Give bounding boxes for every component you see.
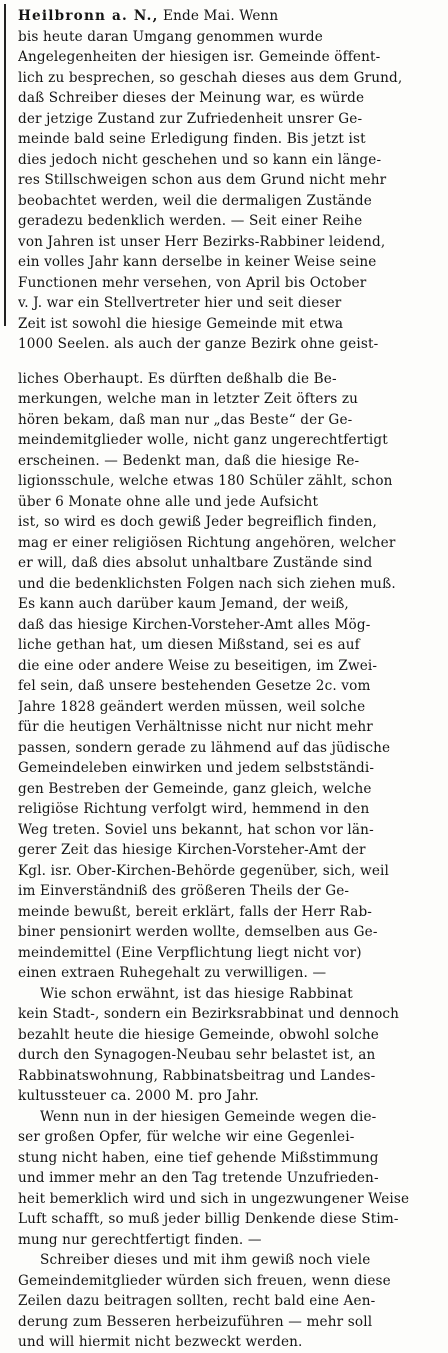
text-line: Es kann auch darüber kaum Jemand, der weiß,	[18, 596, 349, 612]
text-line: geradezu bedenklich werden. — Seit einer Reihe	[18, 213, 363, 229]
text-line: Jahre 1828 geändert werden müssen, weil solche	[18, 698, 366, 715]
text-line: dies jedoch nicht geschehen und so kann ein länge-	[18, 151, 382, 168]
text-line: Zeilen dazu beitragen sollten, recht bald eine Aen-	[18, 1293, 376, 1309]
text-line: mung nur gerechtfertigt finden. —	[18, 1231, 262, 1248]
text-line: die eine oder andere Weise zu beseitigen, im Zwei-	[18, 657, 378, 674]
text-line: bis heute daran Umgang genommen wurde	[18, 28, 323, 45]
text-line: meinde bald seine Erledigung finden. Bis jetzt ist	[18, 131, 366, 147]
text-line: derung zum Besseren herbeizuführen — mehr soll	[18, 1313, 373, 1330]
text-line: ser großen Opfer, für welche wir eine Gegenlei-	[18, 1129, 355, 1145]
text-line: und immer mehr an den Tag tretende Unzufrieden-	[18, 1170, 379, 1186]
article-part-1	[18, 6, 442, 355]
text-line: erscheinen. — Bedenkt man, daß die hiesige Re-	[18, 452, 360, 469]
text-line: Wenn nun in der hiesigen Gemeinde wegen die-	[40, 1108, 377, 1125]
text-line: Gemeindemitglieder würden sich freuen, wenn diese	[18, 1272, 391, 1289]
text-line: v. J. war ein Stellvertreter hier und seit dieser	[18, 295, 342, 311]
text-line: kein Stadt-, sondern ein Bezirksrabbinat und dennoch	[18, 1006, 400, 1022]
column-break	[18, 355, 442, 369]
text-line: Zeit ist sowohl die hiesige Gemeinde mit etwa	[18, 315, 344, 332]
paragraph-rabbinat	[18, 984, 442, 1107]
text-line: bezahlt heute die hiesige Gemeinde, obwohl solche	[18, 1026, 379, 1043]
dateline-rest: Ende Mai. Wenn	[163, 8, 279, 24]
text-line: ein volles Jahr kann derselbe in keiner Weise seine	[18, 254, 377, 270]
text-line: und will hiermit nicht bezweckt werden.	[18, 1334, 303, 1350]
text-line: gen Bestreben der Gemeinde, ganz gleich, welche	[18, 780, 372, 797]
text-line: passen, sondern gerade zu lähmend auf das jüdische	[18, 739, 391, 756]
text-line: mag er einer religiösen Richtung angehören, welcher	[18, 534, 396, 551]
text-line: Angelegenheiten der hiesigen isr. Gemeinde öffent-	[18, 49, 381, 65]
paragraph-schluss	[18, 1250, 442, 1353]
text-line: 1000 Seelen. als auch der ganze Bezirk ohne geist-	[18, 336, 379, 352]
text-line: liches Oberhaupt. Es dürften deßhalb die Be-	[18, 370, 337, 387]
text-line: Rabbinatswohnung, Rabbinatsbeitrag und Landes-	[18, 1067, 376, 1084]
text-line: für die heutigen Verhältnisse nicht nur nicht mehr	[18, 719, 373, 735]
text-line: heit bemerklich wird und sich in ungezwungener Weise	[18, 1190, 410, 1207]
text-line: der jetzige Zustand zur Zufriedenheit unsrer Ge-	[18, 110, 363, 127]
text-line: durch den Synagogen-Neubau sehr belastet ist, an	[18, 1047, 376, 1063]
text-line: Kgl. isr. Ober-Kirchen-Behörde gegenüber, sich, weil	[18, 862, 390, 879]
text-line: religiöse Richtung verfolgt wird, hemmend in den	[18, 801, 370, 817]
text-line: Luft schafft, so muß jeder billig Denkende diese Stim-	[18, 1211, 399, 1227]
text-line: daß das hiesige Kirchen-Vorsteher-Amt alles Mög-	[18, 616, 371, 633]
text-line: meinde bewußt, bereit erklärt, falls der Herr Rab-	[18, 903, 373, 920]
text-line: lich zu besprechen, so geschah dieses aus dem Grund,	[18, 69, 403, 86]
dateline-place: Heilbronn a. N.,	[18, 8, 159, 24]
text-line: merkungen, welche man in letzter Zeit öfters zu	[18, 391, 359, 407]
article-first-line	[18, 6, 442, 27]
text-line: Gemeindeleben einwirken und jedem selbstständi-	[18, 760, 375, 776]
text-line: daß Schreiber dieses der Meinung war, es würde	[18, 90, 365, 106]
text-line: Functionen mehr versehen, von April bis October	[18, 274, 367, 291]
text-line: er will, daß dies absolut unhaltbare Zustände sind	[18, 555, 373, 571]
text-line: fel sein, daß unsere bestehenden Gesetze 2c. vom	[18, 678, 371, 694]
text-line: hören bekam, daß man nur „das Beste“ der Ge-	[18, 411, 353, 428]
text-line: Weg treten. Soviel uns bekannt, hat schon vor län-	[18, 821, 374, 838]
text-line: ligionsschule, welche etwas 180 Schüler zählt, schon	[18, 473, 393, 489]
text-line: Schreiber dieses und mit ihm gewiß noch viele	[40, 1252, 371, 1268]
column-rule	[4, 4, 6, 326]
text-line: ist, so wird es doch gewiß Jeder begreiflich finden,	[18, 514, 378, 530]
text-line: biner pensionirt werden wollte, demselben aus Ge-	[18, 924, 378, 940]
text-line: beobachtet werden, weil die dermaligen Zustände	[18, 192, 372, 209]
text-line: Wie schon erwähnt, ist das hiesige Rabbinat	[40, 985, 353, 1002]
text-line: kultussteuer ca. 2000 M. pro Jahr.	[18, 1088, 259, 1104]
paragraph-opfer	[18, 1107, 442, 1251]
text-line: res Stillschweigen schon aus dem Grund nicht mehr	[18, 172, 387, 188]
text-line: stung nicht haben, eine tief gehende Mißstimmung	[18, 1149, 379, 1166]
text-line: liche gethan hat, um diesen Mißstand, sei es auf	[18, 637, 360, 653]
text-line: im Einverständniß des größeren Theils der Ge-	[18, 883, 350, 899]
text-line: meindemitglieder wolle, nicht ganz ungerechtfertigt	[18, 432, 388, 448]
text-line: gerer Zeit das hiesige Kirchen-Vorsteher-Amt der	[18, 842, 366, 858]
text-line: meindemittel (Eine Verpflichtung liegt nicht vor)	[18, 944, 362, 961]
text-line: und die bedenklichsten Folgen nach sich ziehen muß.	[18, 575, 396, 592]
article-part-2	[18, 369, 442, 984]
text-line: einen extraen Ruhegehalt zu verwilligen. —	[18, 965, 327, 981]
text-line: über 6 Monate ohne alle und jede Aufsicht	[18, 493, 319, 510]
text-line: von Jahren ist unser Herr Bezirks-Rabbiner leidend,	[18, 233, 386, 250]
